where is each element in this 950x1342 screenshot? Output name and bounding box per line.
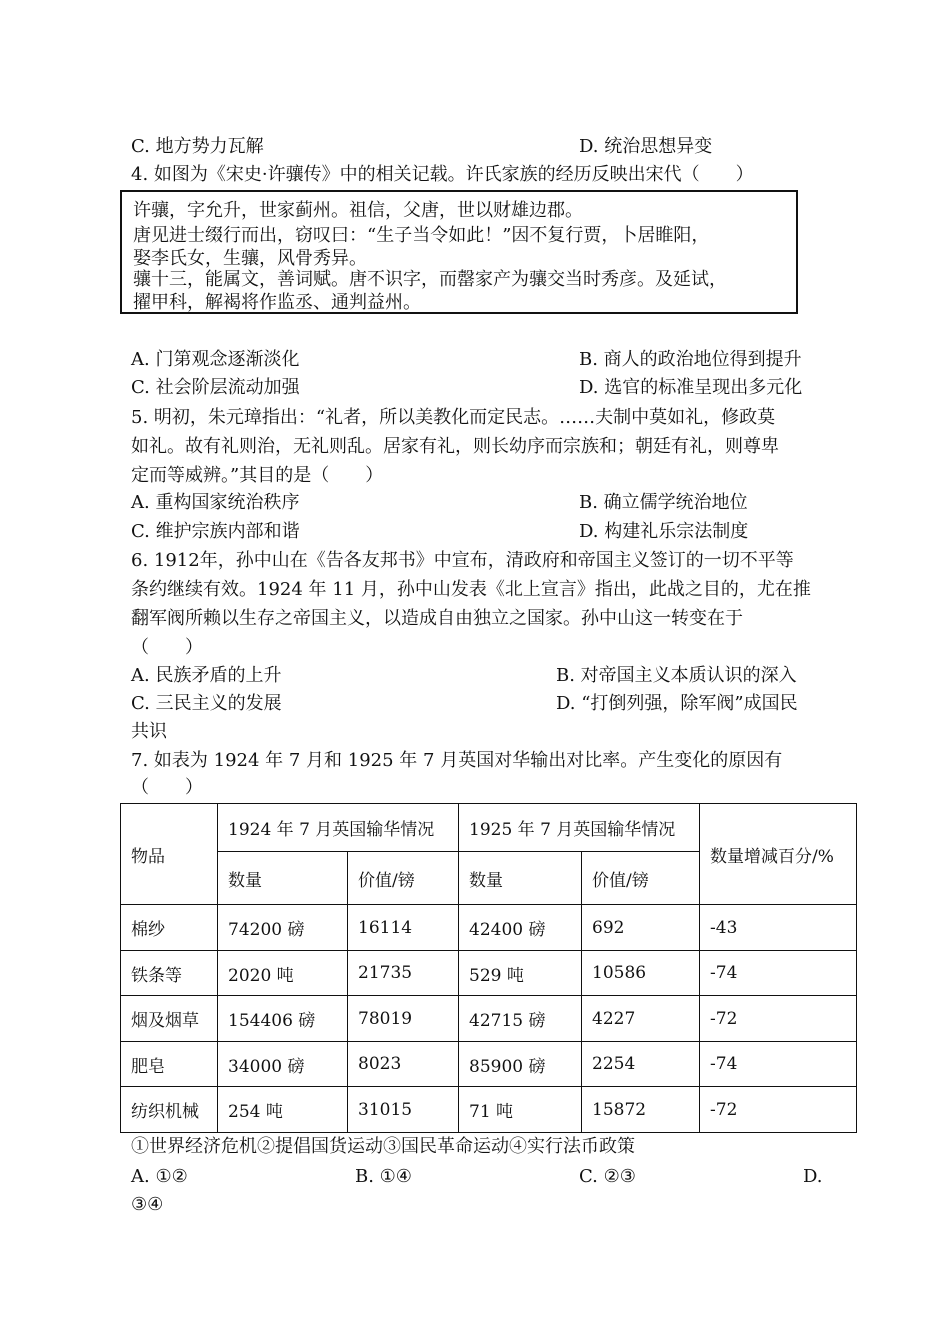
cell-qty-1924: 74200 磅 (218, 905, 348, 951)
cell-qty-1924: 34000 磅 (218, 1042, 348, 1087)
q4-option-c: C. 社会阶层流动加强 (131, 377, 300, 398)
cell-qty-1925: 85900 磅 (459, 1042, 582, 1087)
cell-value-1925: 10586 (582, 951, 700, 996)
cell-value-1925: 4227 (582, 996, 700, 1042)
q7-option-d: D. (803, 1166, 823, 1187)
quote-line: 骧十三，能属文，善词赋。唐不识字，而罄家产为骧交当时秀彦。及延试， (133, 269, 727, 290)
cell-item: 肥皂 (121, 1042, 218, 1087)
subheader-value-1925: 价值/镑 (582, 852, 700, 905)
cell-value-1924: 21735 (348, 951, 459, 996)
cell-change: -72 (700, 996, 857, 1042)
subheader-qty-1925: 数量 (459, 852, 582, 905)
q5-option-b: B. 确立儒学统治地位 (579, 492, 748, 513)
cell-qty-1924: 2020 吨 (218, 951, 348, 996)
table-row (121, 996, 857, 1042)
cell-change: -74 (700, 1042, 857, 1087)
q6-stem-line: 条约继续有效。1924 年 11 月，孙中山发表《北上宣言》指出，此战之目的，尤在推 (131, 579, 811, 600)
header-change: 数量增减百分/% (700, 804, 857, 905)
cell-value-1925: 2254 (582, 1042, 700, 1087)
cell-item: 铁条等 (121, 951, 218, 996)
q5-option-a: A. 重构国家统治秩序 (131, 492, 300, 513)
cell-value-1925: 15872 (582, 1087, 700, 1133)
q6-stem-line: 6. 1912年，孙中山在《告各友邦书》中宣布，清政府和帝国主义签订的一切不平等 (131, 550, 794, 571)
q4-option-d: D. 选官的标准呈现出多元化 (579, 377, 803, 398)
table-row (121, 1087, 857, 1133)
q5-stem-line: 定而等威辨。”其目的是（ ） (131, 465, 384, 486)
q5-stem-line: 如礼。故有礼则治，无礼则乱。居家有礼，则长幼序而宗族和；朝廷有礼，则尊卑 (131, 436, 779, 457)
cell-change: -72 (700, 1087, 857, 1133)
subheader-qty-1924: 数量 (218, 852, 348, 905)
cell-value-1924: 78019 (348, 996, 459, 1042)
cell-item: 纺织机械 (121, 1087, 218, 1133)
cell-qty-1925: 42715 磅 (459, 996, 582, 1042)
q7-option-a: A. ①② (131, 1166, 188, 1187)
q7-option-d-cont: ③④ (131, 1194, 164, 1215)
table-row (121, 951, 857, 996)
header-1924: 1924 年 7 月英国输华情况 (218, 804, 459, 852)
q5-stem (131, 403, 831, 490)
q6-option-d-cont: 共识 (131, 721, 167, 742)
table-header-row (121, 804, 857, 852)
q6-option-a: A. 民族矛盾的上升 (131, 665, 282, 686)
cell-qty-1925: 42400 磅 (459, 905, 582, 951)
cell-qty-1925: 71 吨 (459, 1087, 582, 1133)
q6-stem (131, 546, 831, 662)
q7-choices: ①世界经济危机②提倡国货运动③国民革命运动④实行法币政策 (131, 1136, 635, 1157)
header-item: 物品 (121, 804, 218, 905)
table-row (121, 1042, 857, 1087)
export-table (120, 803, 857, 1133)
header-1925: 1925 年 7 月英国输华情况 (459, 804, 700, 852)
q3-option-d: D. 统治思想异变 (579, 136, 713, 157)
q7-stem: 7. 如表为 1924 年 7 月和 1925 年 7 月英国对华输出对比率。产生变化的原因有 (131, 750, 783, 771)
cell-item: 烟及烟草 (121, 996, 218, 1042)
cell-change: -74 (700, 951, 857, 996)
q6-option-c: C. 三民主义的发展 (131, 693, 282, 714)
cell-value-1924: 16114 (348, 905, 459, 951)
cell-value-1924: 8023 (348, 1042, 459, 1087)
q3-option-c: C. 地方势力瓦解 (131, 136, 264, 157)
q7-option-b: B. ①④ (355, 1166, 412, 1187)
q4-option-b: B. 商人的政治地位得到提升 (579, 349, 802, 370)
q4-quote-box (120, 190, 798, 314)
table-row (121, 905, 857, 951)
q6-option-b: B. 对帝国主义本质认识的深入 (556, 665, 797, 686)
q6-stem-line: （ ） (131, 637, 203, 658)
cell-qty-1924: 154406 磅 (218, 996, 348, 1042)
cell-value-1924: 31015 (348, 1087, 459, 1133)
q6-stem-line: 翻军阀所赖以生存之帝国主义，以造成自由独立之国家。孙中山这一转变在于 (131, 608, 743, 629)
q5-stem-line: 5. 明初，朱元璋指出：“礼者，所以美教化而定民志。……夫制中莫如礼，修政莫 (131, 407, 776, 428)
q5-option-d: D. 构建礼乐宗法制度 (579, 521, 749, 542)
quote-line: 娶李氏女，生骧，风骨秀异。 (133, 248, 367, 269)
cell-change: -43 (700, 905, 857, 951)
cell-qty-1925: 529 吨 (459, 951, 582, 996)
q7-stem-paren: （ ） (131, 777, 203, 798)
q6-option-d: D. “打倒列强，除军阀”成国民 (556, 693, 798, 714)
q7-option-c: C. ②③ (579, 1166, 636, 1187)
cell-value-1925: 692 (582, 905, 700, 951)
cell-item: 棉纱 (121, 905, 218, 951)
q5-option-c: C. 维护宗族内部和谐 (131, 521, 300, 542)
q4-stem: 4. 如图为《宋史·许骧传》中的相关记载。许氏家族的经历反映出宋代（ ） (131, 164, 754, 185)
subheader-value-1924: 价值/镑 (348, 852, 459, 905)
quote-line: 唐见进士缀行而出，窃叹曰：“生子当令如此！”因不复行贾，卜居睢阳， (133, 225, 710, 246)
quote-line: 擢甲科，解褐将作监丞、通判益州。 (133, 292, 421, 313)
cell-qty-1924: 254 吨 (218, 1087, 348, 1133)
quote-line: 许骧，字允升，世家蓟州。祖信，父唐，世以财雄边郡。 (133, 200, 583, 221)
q4-option-a: A. 门第观念逐渐淡化 (131, 349, 300, 370)
